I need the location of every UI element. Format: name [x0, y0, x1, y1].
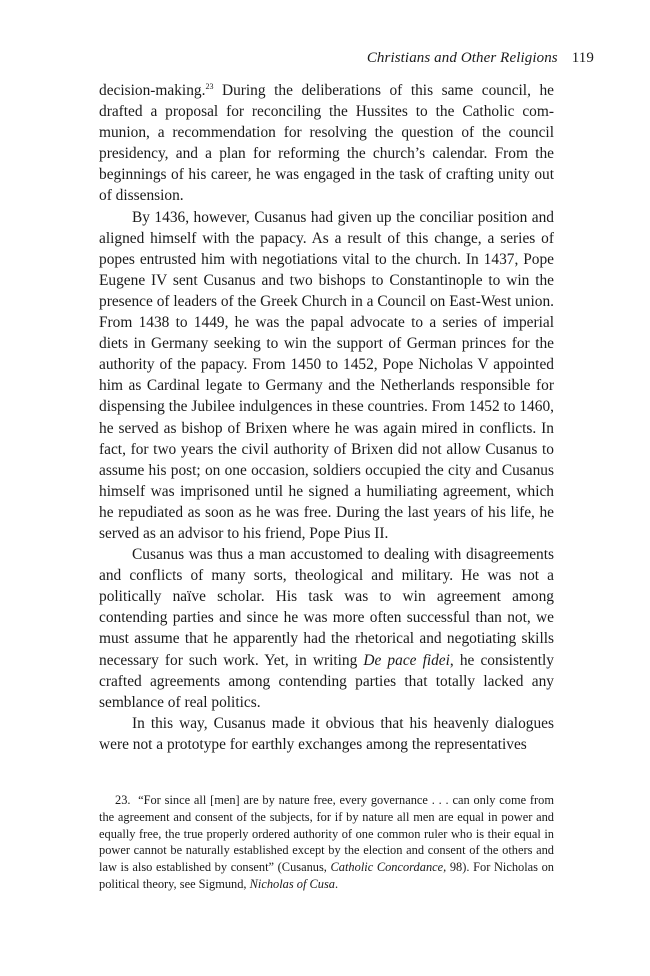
footnote-text-b: 98). For Nicholas on political theory, see Sigmund, [99, 860, 555, 891]
footnote-ref-23: 23 [205, 82, 214, 91]
page-number: 119 [571, 50, 594, 66]
body-text [99, 80, 554, 755]
paragraph-3-text-b: , he consistently crafted agreements among contending parties that totally lacked any semblance of real politics. [99, 651, 554, 711]
paragraph-1 [99, 80, 554, 207]
paragraph-1-text-b: During the deliberations of this same council, he drafted a proposal for reconciling the Hussites to the Catholic communion, a recommendation for resolving the question of the council presidency, and a plan for reforming the church’s calendar. From the beginnings of his career, he was engaged in the task of crafting unity out of dissension. [99, 82, 554, 205]
footnote-23 [99, 792, 554, 893]
paragraph-4: In this way, Cusanus made it obvious that his heavenly dialogues were not a prototype for earthly exchanges among the representatives [99, 714, 554, 753]
footnote-text-c: . [335, 876, 339, 891]
footnotes [99, 792, 554, 893]
running-head-title: Christians and Other Religions [366, 50, 558, 66]
footnote-work-title-2: Nicholas of Cusa [249, 876, 335, 891]
work-title-de-pace-fidei: De pace fidei [363, 651, 450, 669]
paragraph-3 [99, 544, 554, 713]
footnote-work-title-1: Catholic Concordance, [330, 860, 447, 875]
paragraph-1-text-a: decision-making. [99, 82, 206, 99]
paragraph-2: By 1436, however, Cusanus had given up the conciliar position and aligned himself with the papacy. As a result of this change, a series of popes entrusted him with negotiations vital to the church. In 1437, Pope Eugene IV sent Cusanus and two bishops to Constantinople to win the presence of leaders of the Greek Church in a Council on East-West union. From 1438 to 1449, he was the papal advocate to a series of imperial diets in Germany seeking to win the support of German princes for the authority of the papacy. From 1450 to 1452, Pope Nicholas V appointed him as Cardinal legate to Germany and the Netherlands responsible for dispensing the Jubilee indulgences in these countries. From 1452 to 1460, he served as bishop of Brixen where he was again mired in conflicts. In fact, for two years the civil authority of Brixen did not allow Cusanus to assume his post; on one occasion, soldiers occupied the city and Cusanus himself was imprisoned until he signed a humiliating agreement, which he repudiated as soon as he was free. During the last years of his life, he served as an advisor to his friend, Pope Pius II. [99, 208, 554, 542]
paragraph-3-text-a: Cusanus was thus a man accustomed to dealing with disagreements and conflicts of many sorts, theological and military. He was not a politically naïve scholar. His task was to win agreement among contending parties and since he was more often successful than not, we must assume that he apparently had the rhetorical and negotiating skills necessary for such work. Yet, in writing [99, 546, 554, 669]
running-head [367, 50, 594, 67]
footnote-text-a: 23. “For since all [men] are by nature free, every governance . . . can only come from the agreement and consent of the subjects, for if by nature all men are equal in power and equally free, the true properly ordered authority of one common ruler who is their equal in power cannot be naturally established except by the election and consent of the others and law is also established by consent” (Cusanus, [99, 793, 554, 875]
